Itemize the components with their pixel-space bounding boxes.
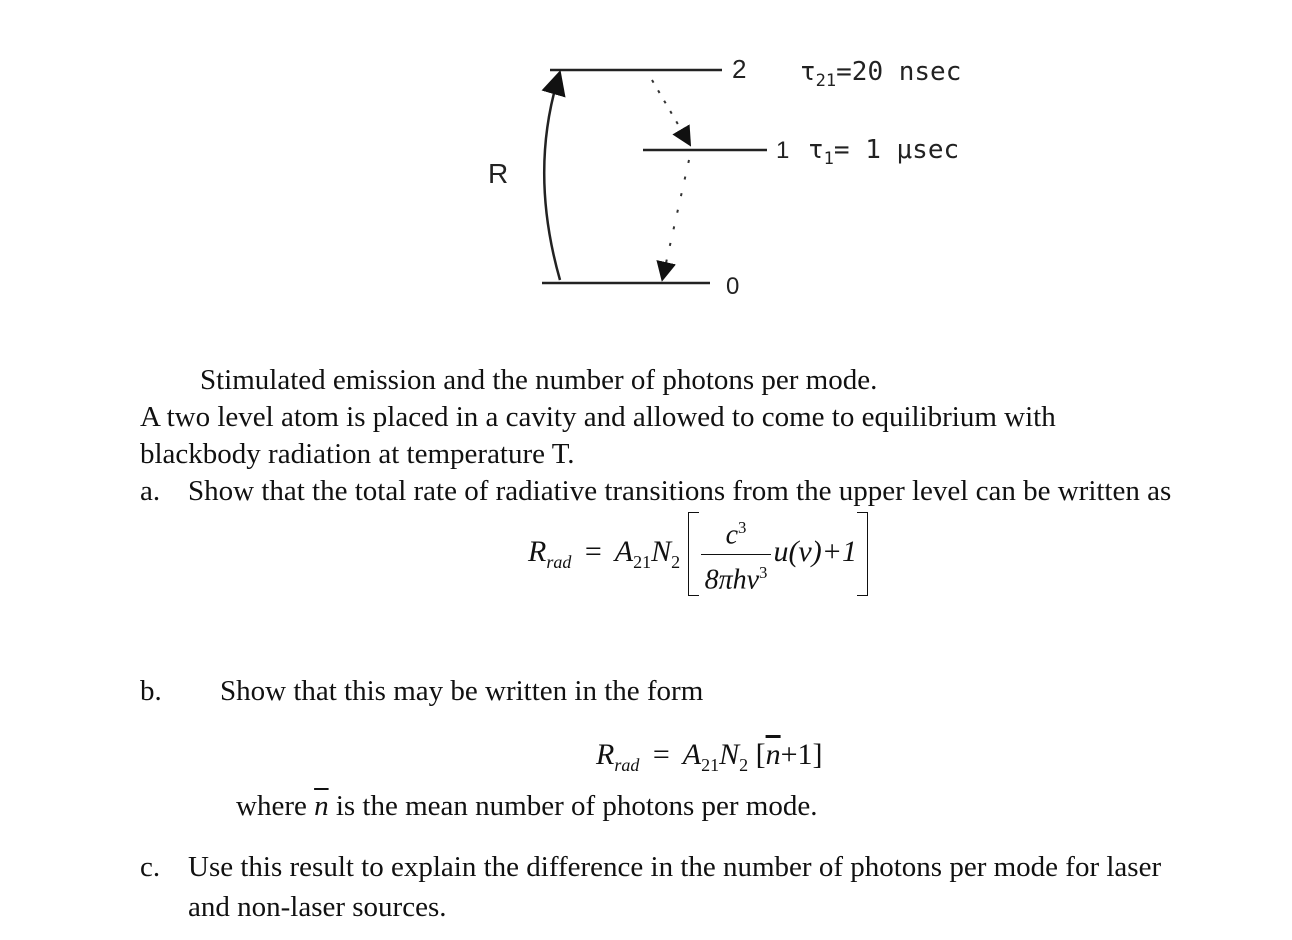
part-b-marker: b. xyxy=(140,675,162,707)
problem-title: Stimulated emission and the number of photons per mode. xyxy=(200,364,878,396)
decay-arrow-2-to-1 xyxy=(652,80,686,138)
fraction: $\frac{c^3}{8\pi hv^3}$ xyxy=(701,512,772,596)
nbar-symbol: $\overline{n}$ xyxy=(314,790,329,822)
level-1-label: 1 xyxy=(776,137,790,164)
bracket-right xyxy=(857,512,868,596)
tau21-label: $\tau_{21}=20$ nsec xyxy=(800,57,962,91)
bracket-left xyxy=(688,512,699,596)
energy-level-diagram xyxy=(0,0,1292,340)
pump-label: R xyxy=(488,158,509,189)
part-a-text: Show that the total rate of radiative transitions from the upper level can be written as xyxy=(188,475,1172,507)
intro-line-2: blackbody radiation at temperature T. xyxy=(140,438,575,470)
tau1-label: $\tau_1= 1$ μsec xyxy=(808,135,960,169)
part-a-marker: a. xyxy=(140,475,161,507)
part-b-text: Show that this may be written in the form xyxy=(220,675,704,707)
equation-b: $R_{rad} = A_{21}N_2$ $[\overline{n}+1]$ xyxy=(596,738,823,775)
part-c-marker: c. xyxy=(140,851,161,883)
level-0-label: 0 xyxy=(726,273,740,300)
where-line: where $\overline{n}$ is the mean number of photons per mode. xyxy=(236,790,818,822)
part-c-line-2: and non-laser sources. xyxy=(188,891,447,923)
pump-arrow xyxy=(544,82,560,280)
level-2-label: 2 xyxy=(732,54,747,84)
part-c-line-1: Use this result to explain the difference in the number of photons per mode for laser xyxy=(188,851,1162,883)
decay-arrow-1-to-0 xyxy=(664,160,689,272)
intro-line-1: A two level atom is placed in a cavity and allowed to come to equilibrium with xyxy=(140,401,1056,433)
equation-a: $R_{rad} = A_{21}N_2$ $\frac{c^3}{8\pi hv^3}$ u(ν)+1 xyxy=(528,512,868,596)
